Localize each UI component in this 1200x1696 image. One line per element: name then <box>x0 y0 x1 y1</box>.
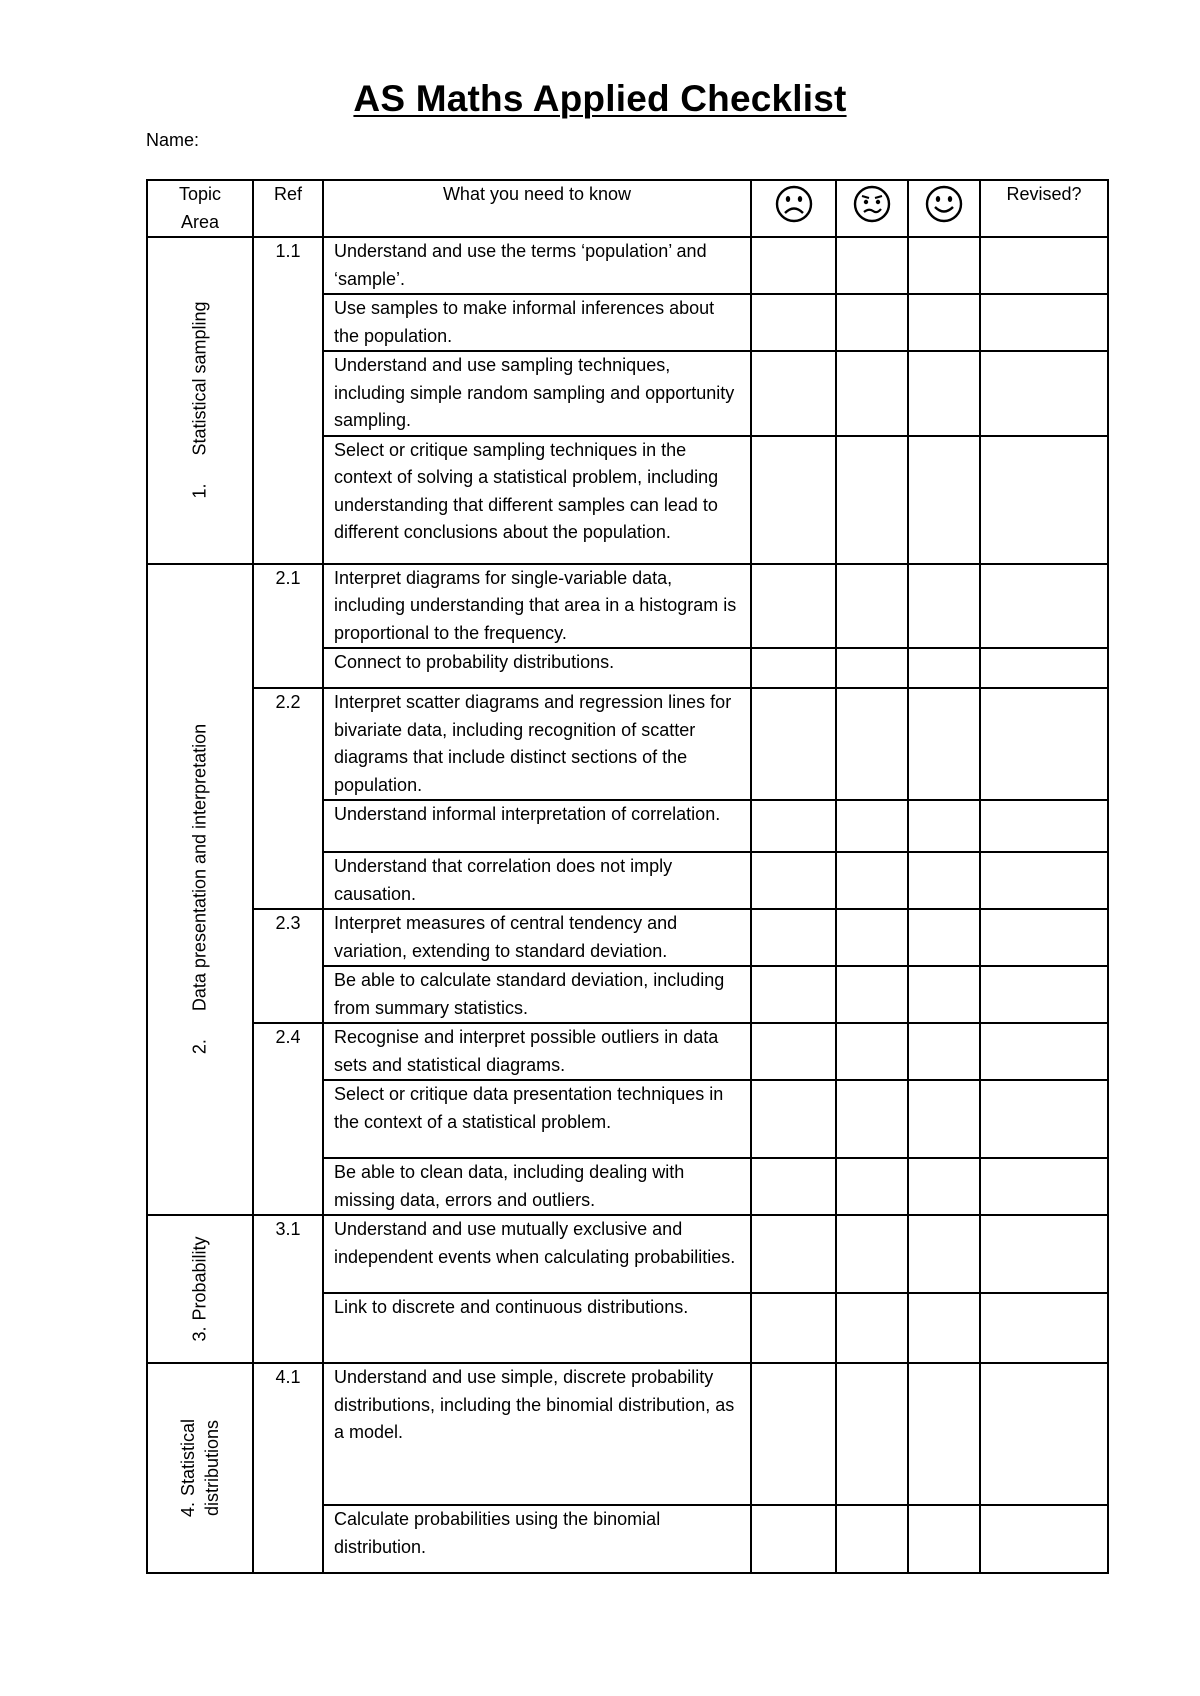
happy-rating-cell[interactable] <box>908 909 980 966</box>
topic-area-label <box>176 1393 224 1543</box>
confused-rating-cell[interactable] <box>836 648 908 688</box>
happy-rating-cell[interactable] <box>908 294 980 351</box>
checklist-row <box>147 1215 1108 1293</box>
happy-rating-cell[interactable] <box>908 237 980 294</box>
need-to-know-text: Use samples to make informal inferences about the population. <box>323 294 751 351</box>
topic-area-cell <box>147 1363 253 1573</box>
sad-rating-cell[interactable] <box>751 1158 836 1215</box>
confused-rating-cell[interactable] <box>836 1215 908 1293</box>
ref-cell: 2.1 <box>253 564 323 689</box>
header-happy <box>908 180 980 237</box>
confused-rating-cell[interactable] <box>836 436 908 564</box>
sad-rating-cell[interactable] <box>751 564 836 649</box>
happy-rating-cell[interactable] <box>908 351 980 436</box>
topic-number: 4. <box>178 1502 198 1518</box>
topic-number: 3. <box>189 1326 210 1342</box>
checklist-row <box>147 688 1108 800</box>
revised-cell[interactable] <box>980 1363 1108 1505</box>
revised-cell[interactable] <box>980 909 1108 966</box>
revised-cell[interactable] <box>980 852 1108 909</box>
confused-rating-cell[interactable] <box>836 800 908 852</box>
happy-rating-cell[interactable] <box>908 436 980 564</box>
name-label: Name: <box>146 130 200 150</box>
need-to-know-text: Select or critique data presentation techniques in the context of a statistical problem. <box>323 1080 751 1158</box>
happy-rating-cell[interactable] <box>908 1023 980 1080</box>
confused-rating-cell[interactable] <box>836 966 908 1023</box>
revised-cell[interactable] <box>980 1505 1108 1573</box>
confused-rating-cell[interactable] <box>836 1023 908 1080</box>
ref-cell: 1.1 <box>253 237 323 564</box>
revised-cell[interactable] <box>980 294 1108 351</box>
happy-rating-cell[interactable] <box>908 800 980 852</box>
confused-rating-cell[interactable] <box>836 852 908 909</box>
happy-rating-cell[interactable] <box>908 1505 980 1573</box>
topic-name: Data presentation and interpretation <box>189 724 210 1012</box>
header-need-to-know: What you need to know <box>323 180 751 237</box>
topic-name: Statistical distributions <box>178 1418 222 1517</box>
confused-rating-cell[interactable] <box>836 564 908 649</box>
topic-area-label <box>187 302 214 499</box>
happy-rating-cell[interactable] <box>908 1080 980 1158</box>
need-to-know-text: Connect to probability distributions. <box>323 648 751 688</box>
sad-rating-cell[interactable] <box>751 852 836 909</box>
ref-cell: 2.2 <box>253 688 323 909</box>
revised-cell[interactable] <box>980 648 1108 688</box>
need-to-know-text: Interpret diagrams for single-variable data, including understanding that area in a histogram is proportional to the frequency. <box>323 564 751 649</box>
revised-cell[interactable] <box>980 1158 1108 1215</box>
confused-rating-cell[interactable] <box>836 909 908 966</box>
need-to-know-text: Recognise and interpret possible outliers in data sets and statistical diagrams. <box>323 1023 751 1080</box>
confused-rating-cell[interactable] <box>836 688 908 800</box>
revised-cell[interactable] <box>980 800 1108 852</box>
revised-cell[interactable] <box>980 1293 1108 1363</box>
checklist-row <box>147 1023 1108 1080</box>
happy-rating-cell[interactable] <box>908 1293 980 1363</box>
header-sad <box>751 180 836 237</box>
confused-rating-cell[interactable] <box>836 1293 908 1363</box>
happy-face-icon <box>924 184 964 224</box>
sad-rating-cell[interactable] <box>751 688 836 800</box>
checklist-row <box>147 1363 1108 1505</box>
checklist-body <box>147 237 1108 1573</box>
happy-rating-cell[interactable] <box>908 1158 980 1215</box>
need-to-know-text: Interpret scatter diagrams and regression lines for bivariate data, including recognition of scatter diagrams that include distinct sections of the population. <box>323 688 751 800</box>
sad-rating-cell[interactable] <box>751 237 836 294</box>
revised-cell[interactable] <box>980 351 1108 436</box>
sad-rating-cell[interactable] <box>751 1215 836 1293</box>
confused-rating-cell[interactable] <box>836 294 908 351</box>
checklist-row <box>147 909 1108 966</box>
need-to-know-text: Be able to clean data, including dealing with missing data, errors and outliers. <box>323 1158 751 1215</box>
need-to-know-text: Understand that correlation does not imply causation. <box>323 852 751 909</box>
ref-cell: 2.4 <box>253 1023 323 1215</box>
happy-rating-cell[interactable] <box>908 688 980 800</box>
header-topic-area: Topic Area <box>147 180 253 237</box>
sad-rating-cell[interactable] <box>751 294 836 351</box>
happy-rating-cell[interactable] <box>908 852 980 909</box>
ref-cell: 4.1 <box>253 1363 323 1573</box>
topic-area-label <box>187 1236 214 1341</box>
happy-rating-cell[interactable] <box>908 1363 980 1505</box>
revised-cell[interactable] <box>980 237 1108 294</box>
topic-area-cell <box>147 564 253 1216</box>
need-to-know-text: Be able to calculate standard deviation, including from summary statistics. <box>323 966 751 1023</box>
revised-cell[interactable] <box>980 436 1108 564</box>
checklist-row <box>147 237 1108 294</box>
revised-cell[interactable] <box>980 966 1108 1023</box>
topic-number: 1. <box>189 483 210 499</box>
header-row <box>147 180 1108 237</box>
confused-rating-cell[interactable] <box>836 1158 908 1215</box>
confused-rating-cell[interactable] <box>836 1363 908 1505</box>
confused-rating-cell[interactable] <box>836 237 908 294</box>
topic-area-cell <box>147 1215 253 1363</box>
topic-name: Probability <box>189 1236 210 1321</box>
need-to-know-text: Interpret measures of central tendency and variation, extending to standard deviation. <box>323 909 751 966</box>
header-confused <box>836 180 908 237</box>
topic-number: 2. <box>189 1039 210 1055</box>
sad-rating-cell[interactable] <box>751 966 836 1023</box>
sad-rating-cell[interactable] <box>751 648 836 688</box>
need-to-know-text: Understand informal interpretation of correlation. <box>323 800 751 852</box>
confused-rating-cell[interactable] <box>836 351 908 436</box>
revised-cell[interactable] <box>980 564 1108 649</box>
sad-rating-cell[interactable] <box>751 800 836 852</box>
sad-face-icon <box>774 184 814 224</box>
need-to-know-text: Link to discrete and continuous distributions. <box>323 1293 751 1363</box>
header-ref: Ref <box>253 180 323 237</box>
happy-rating-cell[interactable] <box>908 648 980 688</box>
topic-area-label <box>187 724 214 1054</box>
page-title: AS Maths Applied Checklist <box>353 78 847 119</box>
revised-cell[interactable] <box>980 688 1108 800</box>
sad-rating-cell[interactable] <box>751 1023 836 1080</box>
header-revised: Revised? <box>980 180 1108 237</box>
topic-name: Statistical sampling <box>189 301 210 456</box>
sad-rating-cell[interactable] <box>751 909 836 966</box>
need-to-know-text: Understand and use the terms ‘population’ and ‘sample’. <box>323 237 751 294</box>
need-to-know-text: Select or critique sampling techniques in the context of solving a statistical problem, including understanding that different samples can lead to different conclusions about the population. <box>323 436 751 564</box>
confused-rating-cell[interactable] <box>836 1505 908 1573</box>
sad-rating-cell[interactable] <box>751 351 836 436</box>
sad-rating-cell[interactable] <box>751 1293 836 1363</box>
revised-cell[interactable] <box>980 1215 1108 1293</box>
sad-rating-cell[interactable] <box>751 1505 836 1573</box>
happy-rating-cell[interactable] <box>908 1215 980 1293</box>
ref-cell: 3.1 <box>253 1215 323 1363</box>
need-to-know-text: Calculate probabilities using the binomial distribution. <box>323 1505 751 1573</box>
sad-rating-cell[interactable] <box>751 1363 836 1505</box>
need-to-know-text: Understand and use simple, discrete probability distributions, including the binomial distribution, as a model. <box>323 1363 751 1505</box>
happy-rating-cell[interactable] <box>908 564 980 649</box>
happy-rating-cell[interactable] <box>908 966 980 1023</box>
ref-cell: 2.3 <box>253 909 323 1023</box>
revised-cell[interactable] <box>980 1080 1108 1158</box>
sad-rating-cell[interactable] <box>751 436 836 564</box>
need-to-know-text: Understand and use sampling techniques, including simple random sampling and opportunity sampling. <box>323 351 751 436</box>
confused-rating-cell[interactable] <box>836 1080 908 1158</box>
checklist-table <box>146 179 1109 1574</box>
revised-cell[interactable] <box>980 1023 1108 1080</box>
sad-rating-cell[interactable] <box>751 1080 836 1158</box>
topic-area-cell <box>147 237 253 564</box>
need-to-know-text: Understand and use mutually exclusive and independent events when calculating probabilities. <box>323 1215 751 1293</box>
confused-face-icon <box>852 184 892 224</box>
checklist-row <box>147 564 1108 649</box>
